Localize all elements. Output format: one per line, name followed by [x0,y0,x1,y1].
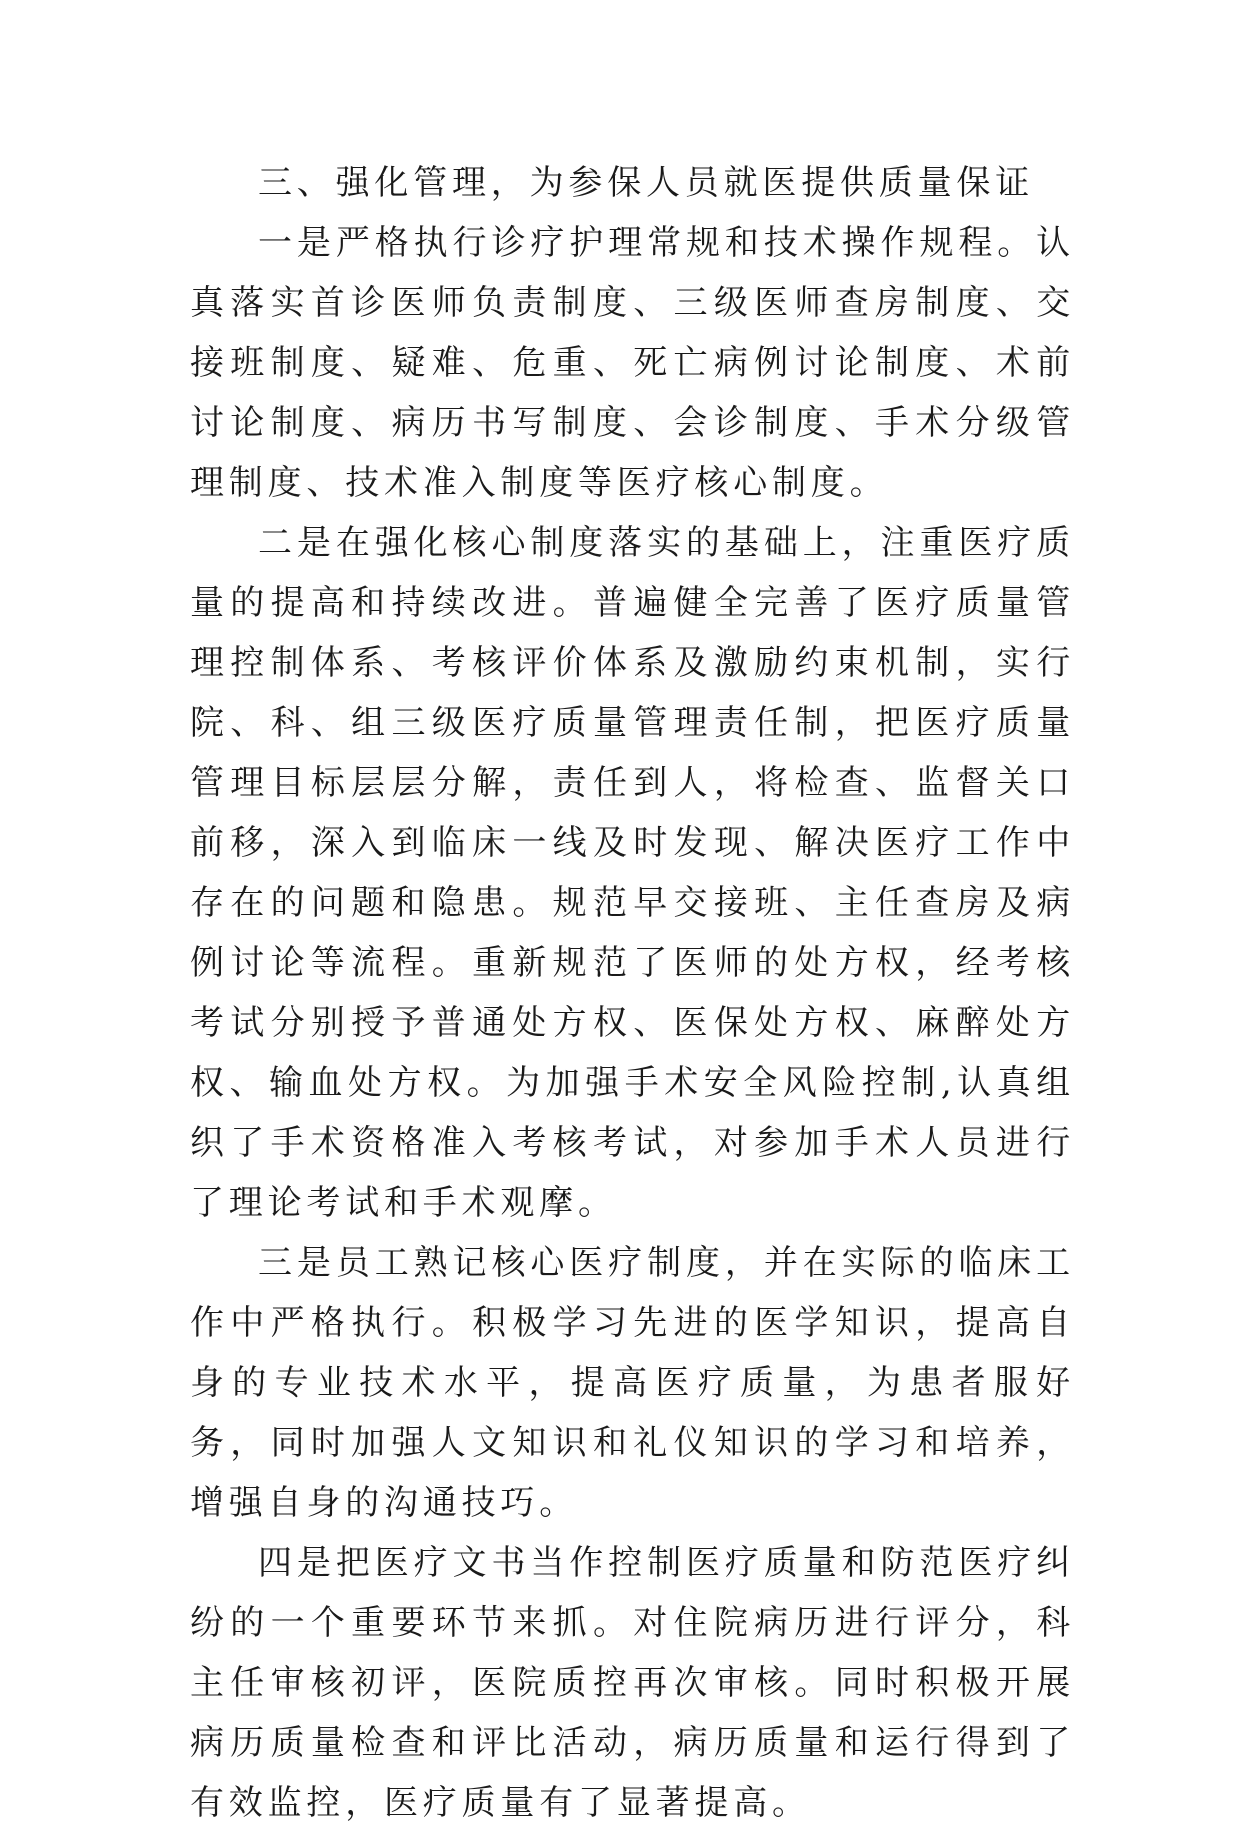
section-heading: 三、强化管理，为参保人员就医提供质量保证 [258,163,1034,203]
paragraph-3: 三是员工熟记核心医疗制度，并在实际的临床工作中严格执行。积极学习先进的医学知识，提高自身的专业技术水平，提高医疗质量，为患者服好务，同时加强人文知识和礼仪知识的学习和培养，增强自身的沟通技巧。 [190,1243,1075,1523]
paragraph-4: 四是把医疗文书当作控制医疗质量和防范医疗纠纷的一个重要环节来抓。对住院病历进行评分，科主任审核初评，医院质控再次审核。同时积极开展病历质量检查和评比活动，病历质量和运行得到了有效监控，医疗质量有了显著提高。 [190,1543,1075,1823]
paragraph-2: 二是在强化核心制度落实的基础上，注重医疗质量的提高和持续改进。普遍健全完善了医疗质量管理控制体系、考核评价体系及激励约束机制，实行院、科、组三级医疗质量管理责任制，把医疗质量管理目标层层分解，责任到人，将检查、监督关口前移，深入到临床一线及时发现、解决医疗工作中存在的问题和隐患。规范早交接班、主任查房及病例讨论等流程。重新规范了医师的处方权，经考核考试分别授予普通处方权、医保处方权、麻醉处方权、输血处方权。为加强手术安全风险控制,认真组织了手术资格准入考核考试，对参加手术人员进行了理论考试和手术观摩。 [190,523,1075,1223]
paragraph-1: 一是严格执行诊疗护理常规和技术操作规程。认真落实首诊医师负责制度、三级医师查房制度、交接班制度、疑难、危重、死亡病例讨论制度、术前讨论制度、病历书写制度、会诊制度、手术分级管理制度、技术准入制度等医疗核心制度。 [190,223,1075,503]
document-body [190,153,1075,1833]
